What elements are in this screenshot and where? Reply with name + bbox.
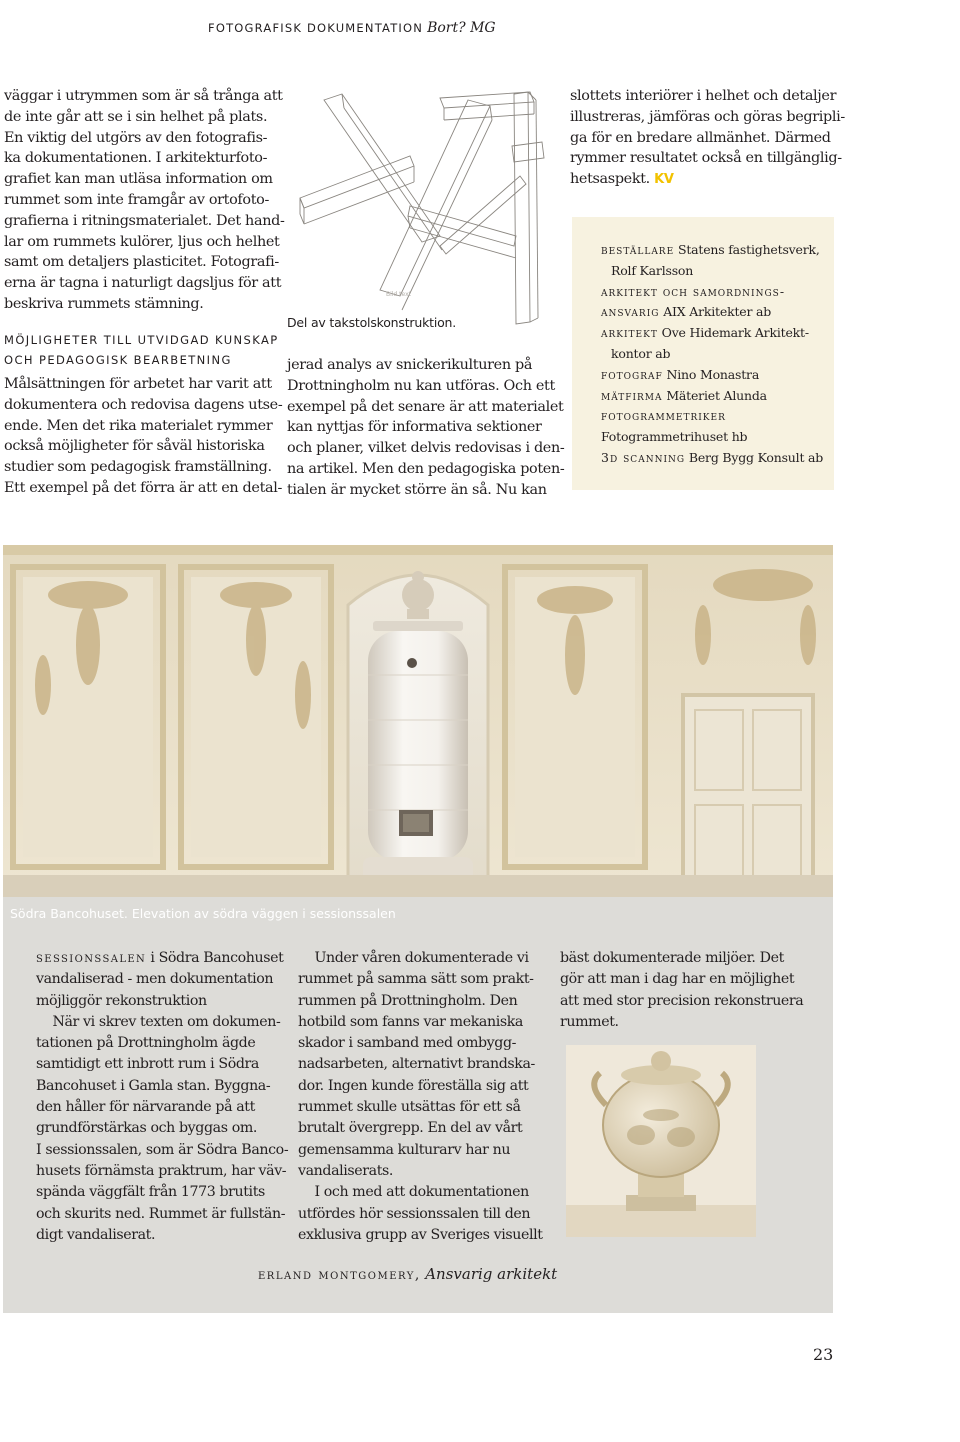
section-heading	[4, 330, 279, 370]
text-line: jerad analys av snickerikulturen på	[287, 357, 533, 373]
end-mark: KV	[654, 172, 674, 188]
credit-line	[601, 448, 823, 469]
credit-name: Mäteriet Alunda	[666, 387, 767, 403]
text-line: hotbild som fanns var mekaniska	[298, 1013, 523, 1030]
text-line: ende. Men det rika materialet rymmer	[4, 417, 273, 434]
text-line: illustreras, jämföras och göras begripli-	[570, 108, 845, 125]
author-signature	[258, 1265, 557, 1283]
bottom-column-2	[298, 948, 543, 1246]
text-line: grundförstärkas och byggas om.	[36, 1120, 258, 1137]
text-line: också möjligheter för såväl historiska	[4, 438, 265, 455]
column-1-text	[4, 86, 284, 315]
header-title: FOTOGRAFISK DOKUMENTATION	[208, 21, 424, 35]
text-line: digt vandaliserat.	[36, 1226, 156, 1243]
text-line: husets förnämsta praktrum, har väv-	[36, 1162, 287, 1179]
text-line: ga för en bredare allmänhet. Därmed	[570, 129, 831, 146]
page-number: 23	[813, 1345, 834, 1364]
credit-role: fotograf	[601, 366, 663, 382]
text-line: gör att man i dag har en möjlighet	[560, 971, 795, 988]
text-line: slottets interiörer i helhet och detaljer	[570, 88, 837, 104]
credit-line	[601, 323, 823, 344]
credit-role: 3d scanning	[601, 449, 686, 465]
column-2-text	[287, 355, 564, 501]
text-line: na artikel. Men den pedagogiska poten-	[287, 460, 565, 477]
credit-line	[601, 427, 823, 448]
text-line: kan nyttjas för informativa sektioner	[287, 419, 542, 436]
credit-line	[601, 302, 823, 323]
credit-name: Ove Hidemark Arkitekt-	[661, 325, 809, 341]
text-line: rummet.	[560, 1013, 619, 1030]
credit-role: ansvarig	[601, 304, 660, 320]
credit-name: Berg Bygg Konsult ab	[688, 449, 824, 465]
text-line: vandaliserad - men dokumentation	[36, 971, 274, 988]
lead-smallcaps: sessionssalen	[36, 950, 147, 966]
text-line: vandaliserats.	[298, 1162, 394, 1179]
text-line: utfördes hör sessionssalen till den	[298, 1205, 531, 1222]
credit-role: beställare	[601, 242, 675, 257]
text-line: Ett exempel på det förra är att en detal-	[4, 479, 283, 496]
text-line: Under våren dokumenterade vi	[298, 950, 529, 966]
credit-name: Statens fastighetsverk,	[677, 242, 820, 257]
text-line: grafierna i ritningsmaterialet. Det hand-	[4, 212, 285, 229]
photo-caption: Södra Bancohuset. Elevation av södra väggen i sessionssalen	[10, 906, 396, 921]
text-line: beskriva rummets stämning.	[4, 295, 204, 312]
credit-name: Fotogrammetrihuset hb	[601, 429, 748, 445]
text-line: lar om rummets kulörer, ljus och helhet	[4, 233, 280, 250]
text-line: dokumentera och redovisa dagens utse-	[4, 396, 283, 413]
text-line: väggar i utrymmen som är så trånga att	[4, 88, 283, 104]
credit-name: kontor ab	[611, 345, 671, 361]
credit-role: fotogrammetriker	[601, 408, 726, 424]
text-line: samt om detaljers plasticitet. Fotografi-	[4, 254, 279, 271]
text-line: nadsarbeten, alternativt brandska-	[298, 1056, 535, 1073]
bottom-column-3	[560, 948, 803, 1033]
text-line: möjliggör rekonstruktion	[36, 992, 207, 1009]
column-1-text-continued	[4, 374, 282, 499]
text-line	[570, 169, 845, 191]
credit-line	[601, 386, 823, 407]
author-name: erland montgomery,	[258, 1267, 421, 1283]
credit-role: mätfirma	[601, 387, 663, 403]
text-line: rummet skulle utsättas för ett så	[298, 1099, 521, 1116]
text-line: exempel på det senare är att materialet	[287, 398, 564, 415]
heading-line: MÖJLIGHETER TILL UTVIDGAD KUNSKAP	[4, 333, 279, 347]
credit-name: Rolf Karlsson	[611, 262, 694, 278]
truss-drawing	[290, 86, 555, 331]
text-line: När vi skrev texten om dokumen-	[36, 1013, 281, 1030]
text-line: den håller för närvarande på att	[36, 1099, 255, 1116]
credit-line	[601, 344, 823, 365]
text-line: ka dokumentationen. I arkitekturfoto-	[4, 150, 268, 167]
text-line: de inte går att se i sin helhet på plats.	[4, 108, 268, 125]
text-fragment: hetsaspekt.	[570, 171, 650, 188]
urn-photo	[566, 1045, 756, 1237]
bottom-column-1	[36, 948, 288, 1246]
text-line: samtidigt ett inbrott rum i Södra	[36, 1056, 259, 1073]
text-line: brutalt övergrepp. En del av vårt	[298, 1120, 523, 1137]
text-line: En viktig del utgörs av den fotografis-	[4, 129, 268, 146]
credit-role: arkitekt	[601, 325, 658, 341]
text-line: dor. Ingen kunde föreställa sig att	[298, 1077, 529, 1094]
credits-list	[601, 240, 823, 469]
text-line: tialen är mycket större än så. Nu kan	[287, 481, 547, 498]
credit-line	[601, 282, 823, 303]
lead-rest: i Södra Bancohuset	[146, 950, 284, 966]
text-line: studier som pedagogisk framställning.	[4, 459, 272, 476]
text-line: skador i samband med ombygg-	[298, 1035, 517, 1052]
text-line: rymmer resultatet också en tillgänglig-	[570, 150, 842, 167]
running-header	[208, 20, 496, 36]
figure-caption: Del av takstolskonstruktion.	[287, 315, 457, 330]
credit-line	[601, 406, 823, 427]
credit-role: arkitekt och samordnings-	[601, 283, 786, 299]
credit-line	[601, 261, 823, 282]
column-3-text	[570, 86, 845, 191]
text-line: och planer, vilket delvis redovisas i den-	[287, 440, 565, 457]
text-line: Målsättningen för arbetet har varit att	[4, 376, 272, 392]
text-line: rummet på samma sätt som prakt-	[298, 971, 534, 988]
credit-line	[601, 365, 823, 386]
lead-line	[36, 948, 288, 969]
text-line: och skurits ned. Rummet är fullstän-	[36, 1205, 286, 1222]
credit-name: Nino Monastra	[666, 366, 760, 382]
text-line: rummet som inte framgår av ortofoto-	[4, 191, 269, 208]
header-subtitle: Bort? MG	[427, 20, 496, 36]
text-line: erna är tagna i naturligt dagsljus för att	[4, 275, 282, 292]
text-line: spända väggfält från 1773 brutits	[36, 1184, 265, 1201]
text-line: rummen på Drottningholm. Den	[298, 992, 518, 1009]
room-photo	[3, 545, 833, 897]
author-role: Ansvarig arkitekt	[425, 1265, 558, 1283]
text-line: Drottningholm nu kan utföras. Och ett	[287, 377, 555, 394]
text-line: I och med att dokumentationen	[298, 1184, 529, 1201]
text-line: tationen på Drottningholm ägde	[36, 1035, 256, 1052]
text-line: I sessionssalen, som är Södra Banco-	[36, 1141, 289, 1158]
credit-line	[601, 240, 823, 261]
heading-line: OCH PEDAGOGISK BEARBETNING	[4, 353, 232, 367]
text-line: exklusiva grupp av Sveriges visuellt	[298, 1226, 543, 1243]
drawing-label: Bild text	[386, 291, 412, 298]
room-photo-illustration	[3, 545, 833, 897]
text-line: Bancohuset i Gamla stan. Byggna-	[36, 1077, 271, 1094]
text-line: grafiet kan man utläsa information om	[4, 171, 273, 188]
credit-name: AIX Arkitekter ab	[663, 304, 772, 320]
text-line: att med stor precision rekonstruera	[560, 992, 804, 1009]
text-line: gemensamma kulturarv har nu	[298, 1141, 511, 1158]
text-line: bäst dokumenterade miljöer. Det	[560, 950, 784, 966]
